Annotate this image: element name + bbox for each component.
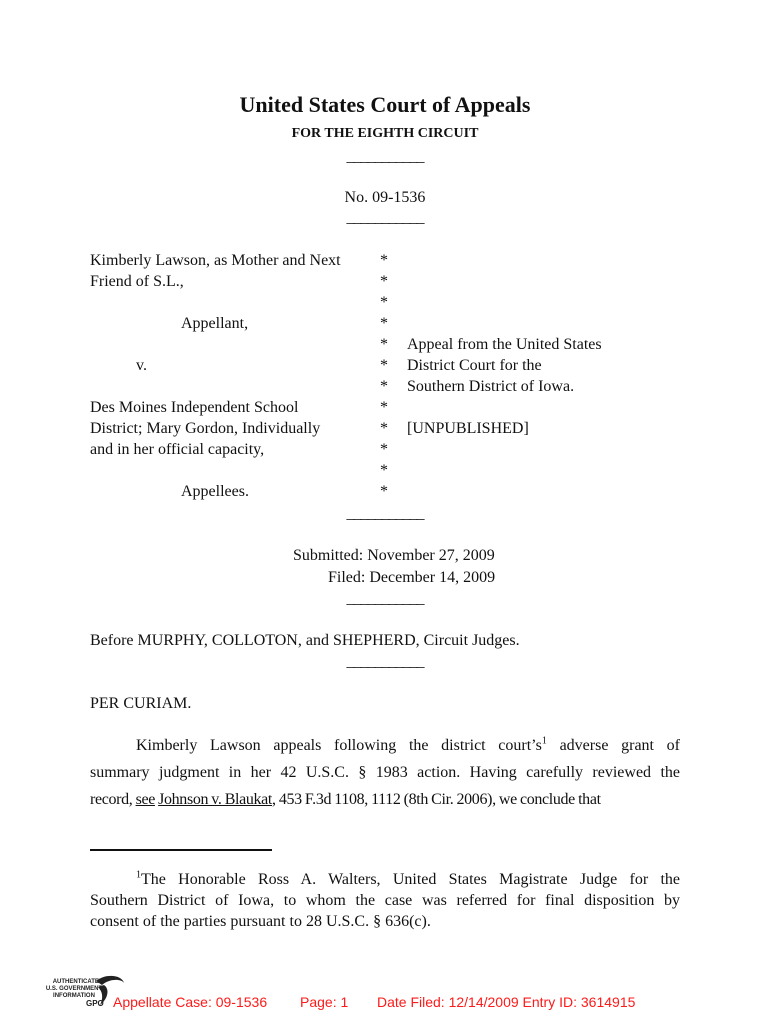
caption-star: * [380, 315, 388, 332]
footer-appellate-case: Appellate Case: 09-1536 [113, 994, 268, 1010]
caption-star: * [380, 399, 388, 416]
caption-star: * [380, 357, 388, 374]
svg-text:GPO: GPO [86, 999, 104, 1008]
filed-date: Filed: December 14, 2009 [328, 569, 496, 586]
footnote-ref: 1 [541, 735, 547, 747]
opinion-line-3-end: , 453 F.3d 1108, 1112 (8th Cir. 2006), we conclude that [272, 791, 601, 808]
svg-text:U.S. GOVERNMENT: U.S. GOVERNMENT [45, 986, 103, 992]
footnote-line-1-text: The Honorable Ross A. Walters, United States Magistrate Judge for the [141, 871, 680, 888]
svg-text:AUTHENTICATED: AUTHENTICATED [52, 979, 104, 985]
appellee-name-line2: District; Mary Gordon, Individually [90, 420, 321, 437]
separator-rule-4: ___________ [346, 590, 424, 607]
publication-status: [UNPUBLISHED] [407, 420, 529, 437]
appellee-name-line3: and in her official capacity, [90, 441, 265, 458]
caption-star: * [380, 252, 388, 269]
appeal-from-line2: District Court for the [407, 357, 542, 374]
separator-rule-5: ___________ [346, 653, 424, 670]
footnote-number: 1 [136, 869, 141, 881]
citation-signal: see [135, 791, 155, 808]
panel-judges: Before MURPHY, COLLOTON, and SHEPHERD, Circuit Judges. [90, 632, 520, 649]
case-number: No. 09-1536 [344, 189, 426, 206]
circuit-subtitle: FOR THE EIGHTH CIRCUIT [291, 126, 479, 141]
separator-rule-1: ___________ [346, 148, 424, 165]
footnote-line-3: consent of the parties pursuant to 28 U.S.C. § 636(c). [90, 913, 431, 930]
caption-star: * [380, 462, 388, 479]
footer-date-filed: Date Filed: 12/14/2009 Entry ID: 3614915 [377, 994, 636, 1010]
appellant-name-line1: Kimberly Lawson, as Mother and Next [90, 252, 341, 269]
footnote-line-2: Southern District of Iowa, to whom the case was referred for final disposition by [90, 892, 680, 909]
appellant-role: Appellant, [181, 315, 249, 332]
case-citation: Johnson v. Blaukat [158, 791, 273, 808]
versus: v. [136, 357, 147, 374]
footnote-line-1 [136, 871, 680, 889]
caption-star: * [380, 483, 388, 500]
caption-star: * [380, 441, 388, 458]
opinion-line-1-text: Kimberly Lawson appeals following the district court’s [136, 737, 542, 754]
caption-star: * [380, 378, 388, 395]
opinion-line-1 [136, 737, 680, 755]
footnote-separator [90, 849, 272, 851]
caption-star: * [380, 294, 388, 311]
separator-rule-3: ___________ [346, 505, 424, 522]
appeal-from-line1: Appeal from the United States [407, 336, 602, 353]
opinion-line-2: summary judgment in her 42 U.S.C. § 1983 action. Having carefully reviewed the [90, 764, 680, 781]
appeal-from-line3: Southern District of Iowa. [407, 378, 575, 395]
appellant-name-line2: Friend of S.L., [90, 273, 184, 290]
opinion-heading: PER CURIAM. [90, 695, 192, 712]
submitted-date: Submitted: November 27, 2009 [293, 547, 495, 564]
appellee-role: Appellees. [181, 483, 249, 500]
footer-page-number: Page: 1 [300, 994, 349, 1010]
court-title: United States Court of Appeals [239, 92, 531, 117]
caption-star: * [380, 420, 388, 437]
caption-star: * [380, 336, 388, 353]
opinion-line-3 [90, 791, 601, 809]
opinion-line-1-end: adverse grant of [559, 737, 681, 754]
svg-text:INFORMATION: INFORMATION [53, 993, 95, 999]
appellee-name-line1: Des Moines Independent School [90, 399, 299, 416]
separator-rule-2: ___________ [346, 209, 424, 226]
caption-star: * [380, 273, 388, 290]
opinion-line-3-start: record, [90, 791, 133, 808]
